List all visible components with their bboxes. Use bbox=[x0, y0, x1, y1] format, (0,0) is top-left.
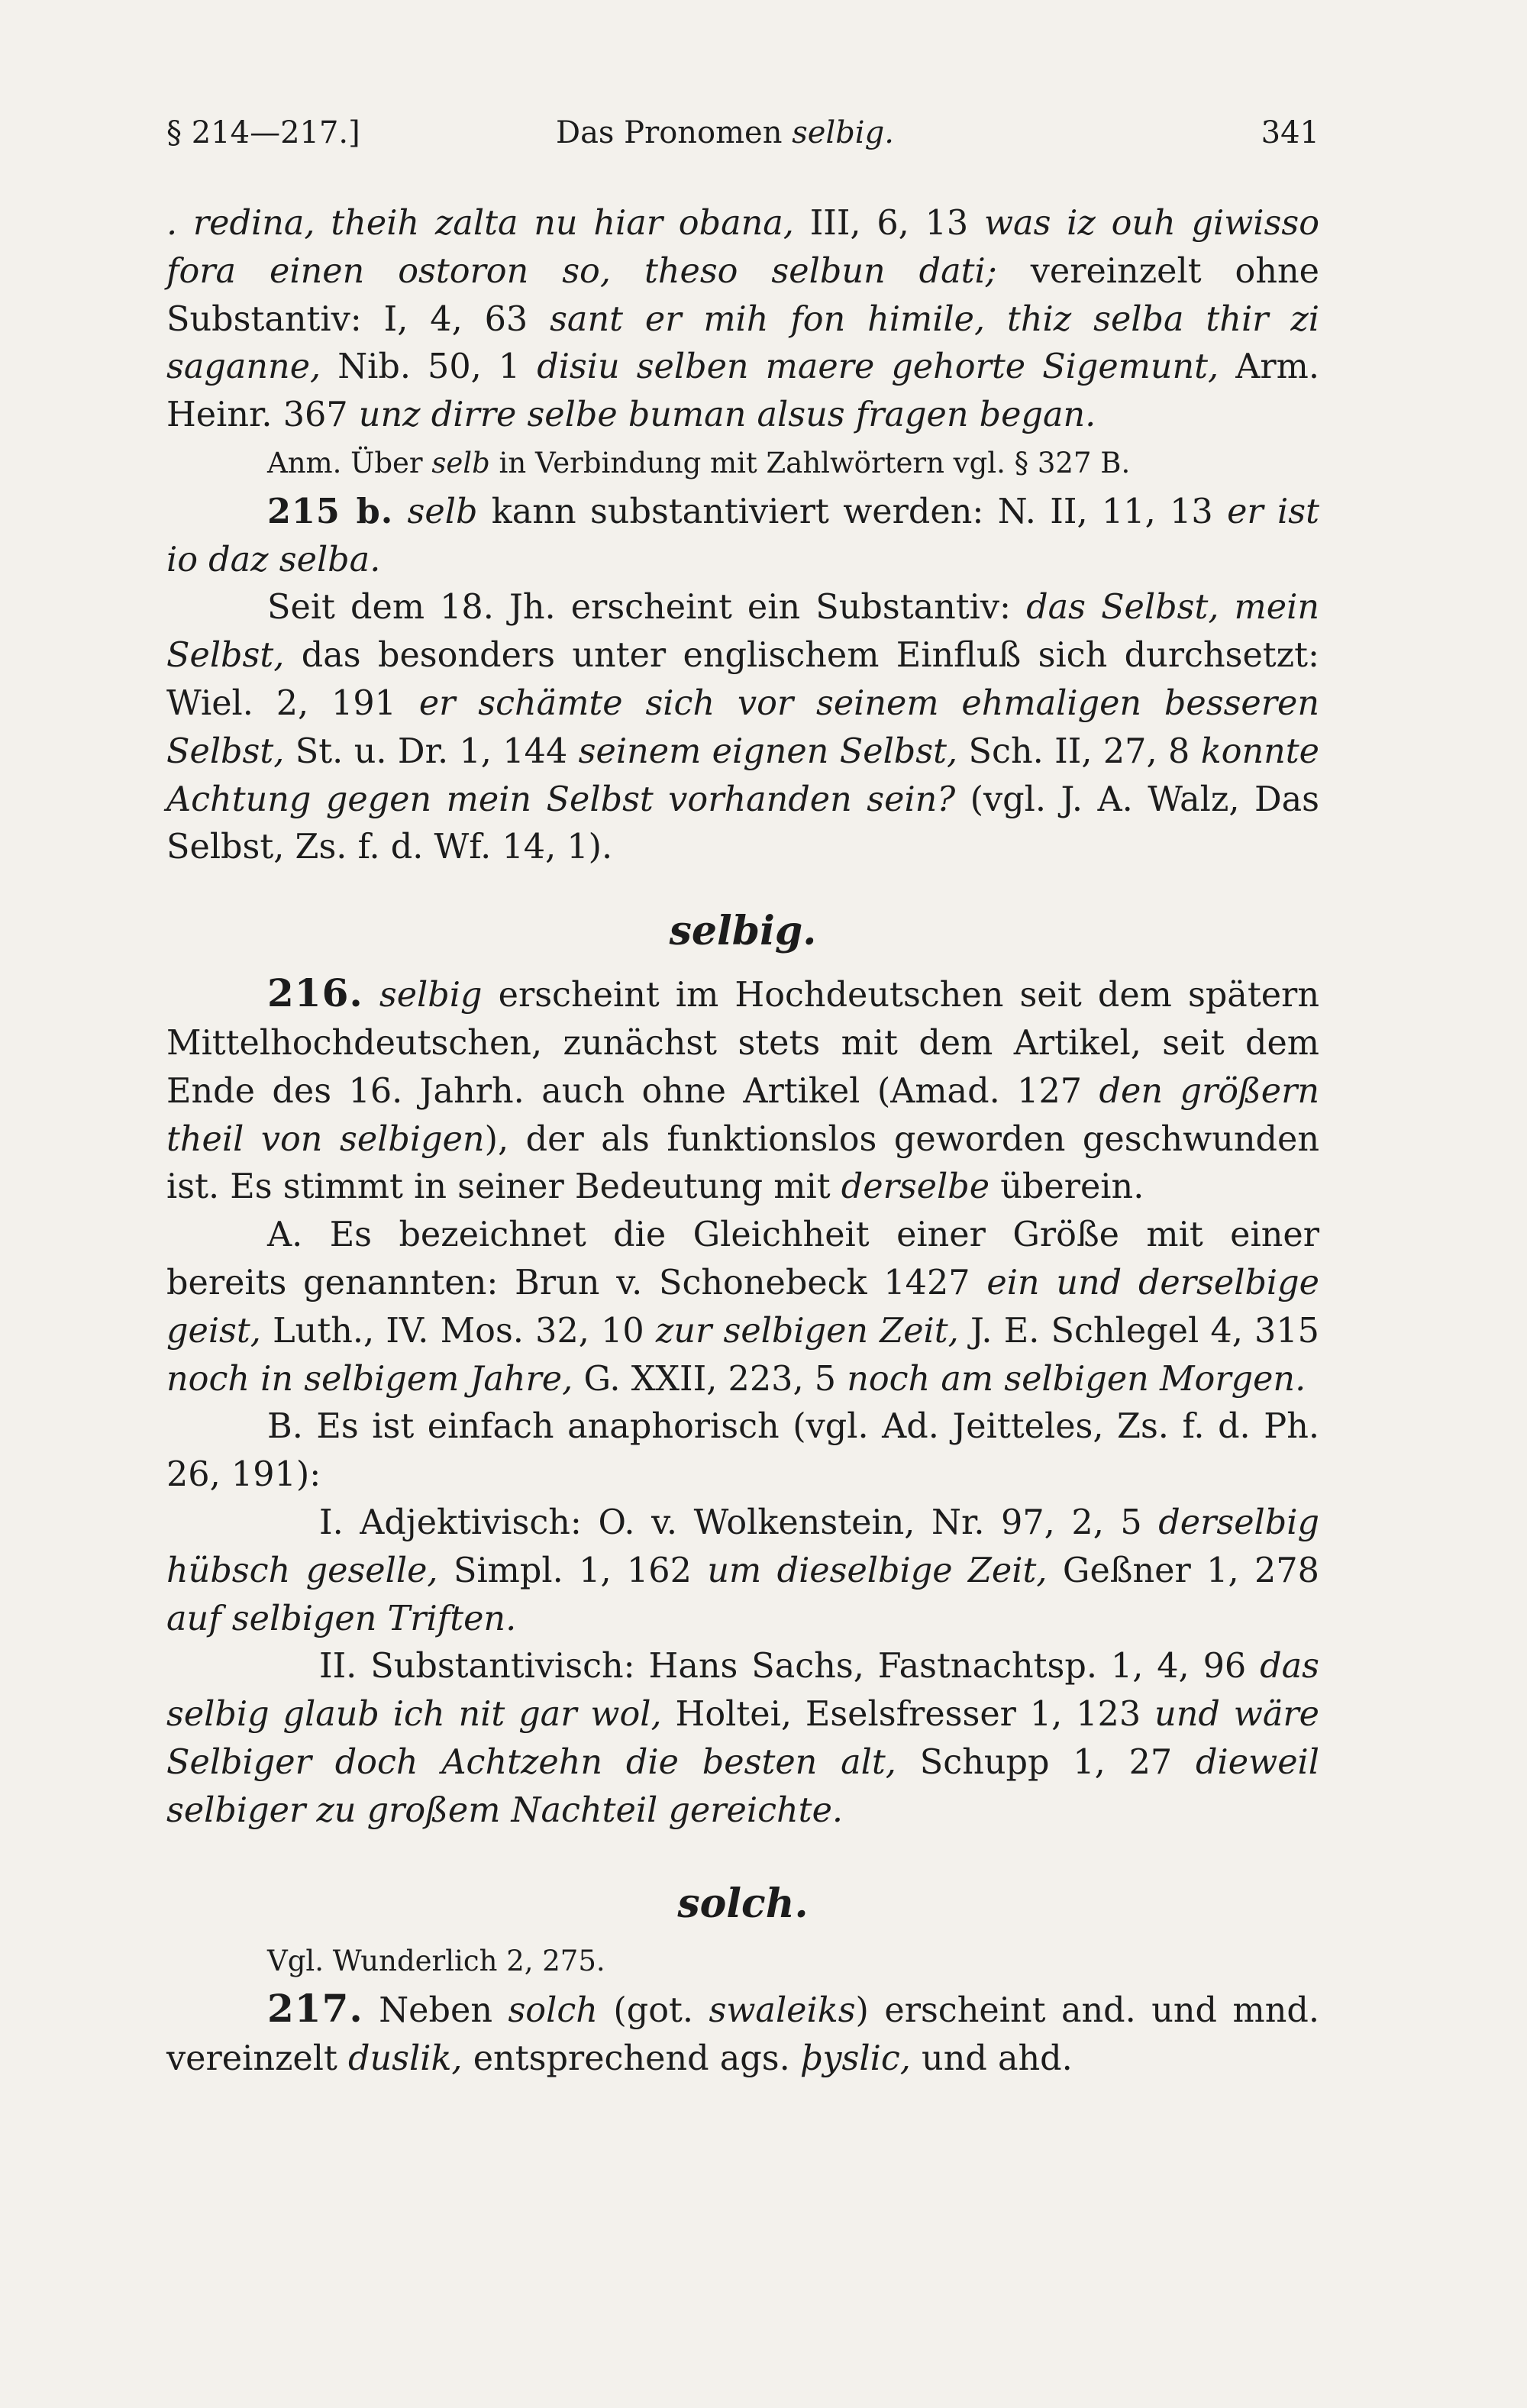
quote: noch am selbigen Morgen. bbox=[847, 1359, 1306, 1399]
text: kann substantiviert werden: N. II, 11, 13 bbox=[477, 492, 1228, 531]
running-title bbox=[556, 115, 894, 151]
quote: er ist io daz selba. bbox=[166, 492, 1319, 579]
running-title-text: Das Pronomen bbox=[556, 115, 793, 150]
quote: das selbig glaub ich nit gar wol, bbox=[166, 1647, 1319, 1735]
quote: das Selbst, mein Selbst, bbox=[166, 588, 1319, 676]
text: ), der als funktionslos geworden geschwunden ist. Es stimmt in seiner Bedeutung mit bbox=[166, 1119, 1320, 1207]
paragraph-selbst bbox=[166, 584, 1319, 872]
quote: derselbe bbox=[841, 1167, 990, 1207]
text: Geßner 1, 278 bbox=[1047, 1551, 1319, 1590]
text: (got. bbox=[597, 1991, 709, 2031]
text: III, 6, 13 bbox=[793, 204, 984, 243]
quote: unz dirre selbe buman alsus fragen began. bbox=[358, 395, 1096, 435]
quote: noch in selbigem Jahre, bbox=[166, 1359, 573, 1399]
running-title-word: selbig. bbox=[792, 115, 894, 150]
quote: sant er mih fon himile, thiz selba thir zi saganne, bbox=[166, 299, 1319, 387]
text: Holtei, Eselsfresser 1, 123 bbox=[661, 1695, 1155, 1735]
text: St. u. Dr. 1, 144 bbox=[284, 731, 579, 771]
paragraph-215b bbox=[166, 488, 1319, 585]
section-range: § 214—217.] bbox=[166, 115, 360, 150]
quote: auf selbigen Triften. bbox=[166, 1599, 517, 1638]
text: in Verbindung mit Zahlwörtern vgl. § 327 B. bbox=[489, 446, 1131, 479]
text: A. Es bezeichnet die Gleichheit einer Größe mit einer bereits genannten: Brun v. Schonebeck 1427 bbox=[166, 1215, 1319, 1302]
paragraph-a bbox=[166, 1212, 1319, 1403]
text: Simpl. 1, 162 bbox=[437, 1551, 708, 1590]
quote: þyslic, bbox=[800, 2039, 911, 2079]
quote: solch bbox=[508, 1991, 598, 2031]
quote: selb bbox=[431, 446, 490, 479]
quote: seinem eignen Selbst, bbox=[578, 731, 958, 771]
quote: konnte Achtung gegen mein Selbst vorhanden sein? bbox=[166, 731, 1320, 819]
text: Seit dem 18. Jh. erscheint ein Substantiv: bbox=[267, 588, 1027, 628]
paragraph-b-i bbox=[166, 1499, 1319, 1643]
text: B. Es ist einfach anaphorisch (vgl. Ad. Jeitteles, Zs. f. d. Ph. 26, 191): bbox=[166, 1407, 1319, 1495]
paragraph-217 bbox=[166, 1985, 1319, 2084]
paragraph-number: 215 b. bbox=[267, 491, 394, 531]
text: vereinzelt ohne Substantiv: I, 4, 63 bbox=[166, 251, 1320, 339]
remark-note bbox=[166, 440, 1319, 488]
page-body bbox=[166, 200, 1319, 2084]
section-heading-selbig: selbig. bbox=[669, 908, 817, 955]
text: II. Substantivisch: Hans Sachs, Fastnachtsp. 1, 4, 96 bbox=[319, 1647, 1261, 1687]
quote: um dieselbige Zeit, bbox=[707, 1551, 1048, 1590]
text: Nib. 50, 1 bbox=[321, 347, 538, 387]
text: Neben bbox=[363, 1991, 508, 2031]
paragraph-number: 216. bbox=[267, 970, 363, 1016]
quote: ein und derselbige geist, bbox=[166, 1263, 1319, 1351]
quote: er schämte sich vor seinem ehmaligen besseren Selbst, bbox=[166, 683, 1320, 771]
text: entsprechend ags. bbox=[462, 2039, 801, 2079]
paragraph-b-ii bbox=[166, 1643, 1319, 1835]
paragraph-216 bbox=[166, 970, 1319, 1212]
text: Sch. II, 27, 8 bbox=[957, 731, 1201, 771]
quote: und wäre Selbiger doch Achtzehn die besten alt, bbox=[166, 1695, 1319, 1782]
quote: selbig bbox=[363, 976, 483, 1015]
quote: derselbig hübsch geselle, bbox=[166, 1503, 1319, 1590]
text: Schupp 1, 27 bbox=[896, 1742, 1196, 1782]
text: G. XXII, 223, 5 bbox=[573, 1359, 847, 1399]
quote: swaleiks bbox=[709, 1991, 856, 2031]
reference-note: Vgl. Wunderlich 2, 275. bbox=[267, 1944, 605, 1977]
text: erscheint im Hochdeutschen seit dem spätern Mittelhochdeutschen, zunächst stets mit dem Artikel, seit dem Ende des 16. Jahrh. auch ohne Artikel (Amad. 127 bbox=[166, 976, 1319, 1111]
text: ) erscheint and. und mnd. vereinzelt bbox=[166, 1991, 1319, 2079]
page-number: 341 bbox=[1261, 115, 1319, 150]
paragraph-b bbox=[166, 1403, 1319, 1499]
paragraph-number: 217. bbox=[267, 1986, 363, 2032]
quote: selb bbox=[393, 492, 478, 531]
quote: duslik, bbox=[348, 2039, 463, 2079]
quote: den größern theil von selbigen bbox=[166, 1071, 1320, 1159]
section-heading-solch: solch. bbox=[677, 1880, 809, 1927]
paragraph-continued bbox=[166, 200, 1319, 440]
text: Anm. Über bbox=[267, 446, 432, 479]
text: überein. bbox=[989, 1167, 1144, 1207]
quote: zur selbigen Zeit, bbox=[655, 1311, 959, 1351]
text: I. Adjektivisch: O. v. Wolkenstein, Nr. 97, 2, 5 bbox=[319, 1503, 1159, 1542]
quote: dieweil selbiger zu großem Nachteil gereichte. bbox=[166, 1742, 1319, 1830]
text: Arm. Heinr. 367 bbox=[166, 347, 1319, 435]
quote: . redina, theih zalta nu hiar obana, bbox=[166, 204, 794, 243]
text: das besonders unter englischem Einfluß sich durchsetzt: Wiel. 2, 191 bbox=[166, 636, 1319, 723]
quote: disiu selben maere gehorte Sigemunt, bbox=[537, 347, 1219, 387]
text: Luth., IV. Mos. 32, 10 bbox=[260, 1311, 656, 1351]
text: und ahd. bbox=[910, 2039, 1073, 2079]
quote: was iz ouh giwisso fora einen ostoron so, theso selbun dati; bbox=[166, 204, 1319, 291]
text: J. E. Schlegel 4, 315 bbox=[958, 1311, 1319, 1351]
text: (vgl. J. A. Walz, Das Selbst, Zs. f. d. Wf. 14, 1). bbox=[166, 780, 1319, 867]
